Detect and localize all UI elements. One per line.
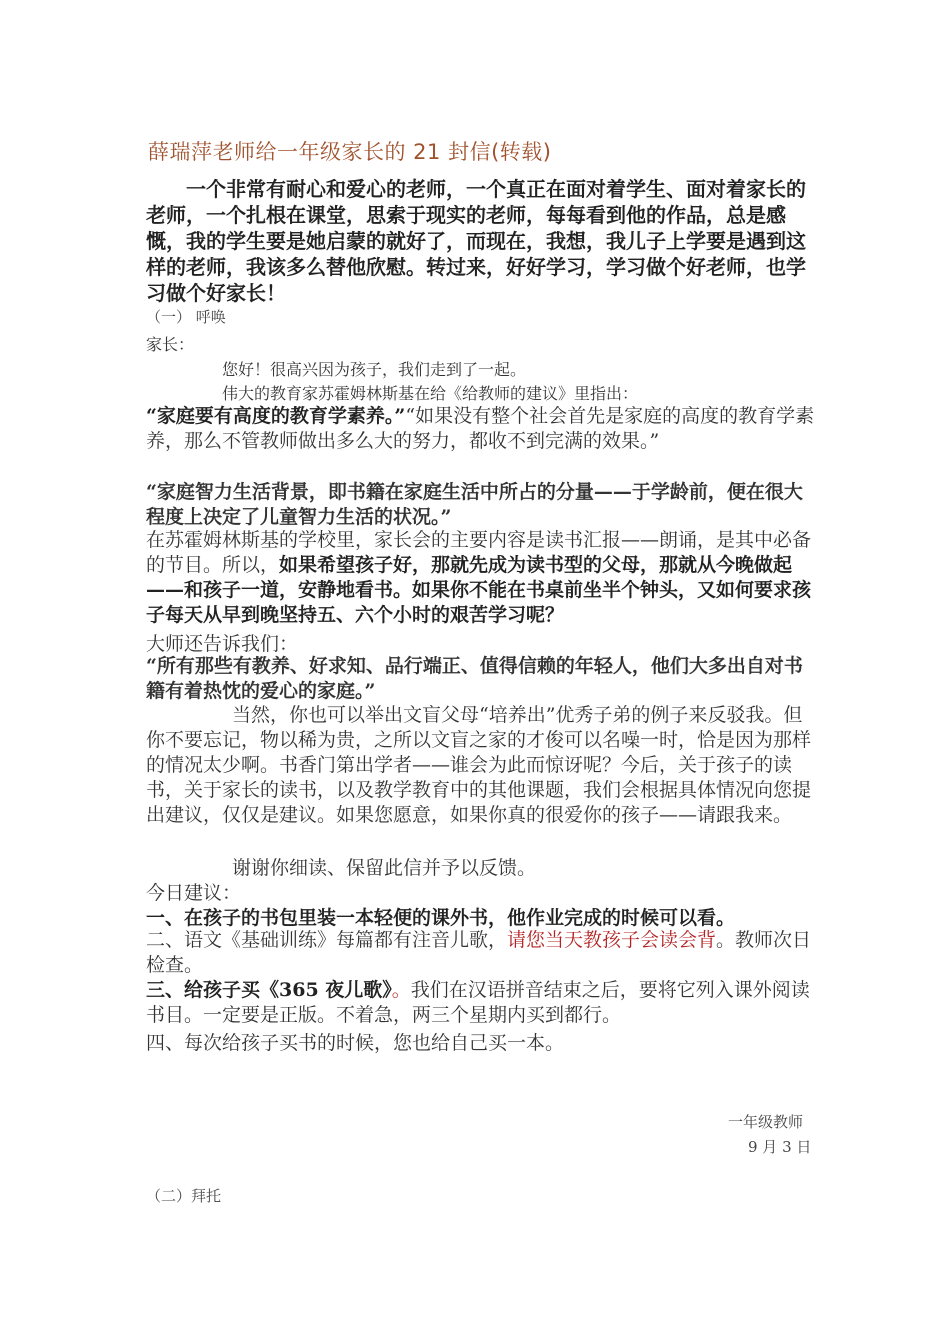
suggestion-3 xyxy=(146,978,816,1028)
suggestion-2-end: 。教师次日检查。 xyxy=(146,929,812,976)
suggestion-1: 一、在孩子的书包里装一本轻便的课外书，他作业完成的时候可以看。 xyxy=(146,907,736,929)
document-title: 薛瑞萍老师给一年级家长的 21 封信(转载) xyxy=(148,140,552,164)
section-heading-1: （一） 呼唤 xyxy=(146,308,226,326)
greeting: 家长： xyxy=(146,335,195,354)
reading-bold: 如果希望孩子好，那就先成为读书型的父母，那就从今晚做起——和孩子一道，安静地看书。如果你不能在书桌前坐半个钟头，又如何要求孩子每天从早到晚坚持五、六个小时的艰苦学习呢？ xyxy=(146,554,812,626)
suggestion-3-bold: 三、给孩子买《365 夜儿歌》 xyxy=(146,979,392,1001)
reading-paragraph xyxy=(146,528,816,628)
suggestion-2 xyxy=(146,928,816,978)
suggestion-2-text: 二、语文《基础训练》每篇都有注音儿歌， xyxy=(146,929,508,951)
intro-text: 一个非常有耐心和爱心的老师，一个真正在面对着学生、面对着家长的老师，一个扎根在课堂，思索于现实的老师，每每看到他的作品，总是感慨，我的学生要是她启蒙的就好了，而现在，我想，我儿子上学要是遇到这样的老师，我该多么替他欣慰。转过来，好好学习，学习做个好老师，也学习做个好家长！ xyxy=(146,177,806,305)
signature: 一年级教师 xyxy=(728,1113,804,1131)
quote-1 xyxy=(146,404,816,454)
today-suggestions: 今日建议： xyxy=(146,882,242,904)
master-says: 大师还告诉我们： xyxy=(146,633,299,655)
suggestion-2-highlight: 请您当天教孩子会读会背 xyxy=(507,929,717,951)
section-heading-2: （二）拜托 xyxy=(146,1187,222,1205)
quote-2: “家庭智力生活背景，即书籍在家庭生活中所占的分量——于学龄前，便在很大程度上决定了儿童智力生活的状况。” xyxy=(146,481,803,528)
date: 9 月 3 日 xyxy=(748,1138,812,1156)
quote-1-rest: “如果没有整个社会首先是家庭的高度的教育学素养，那么不管教师做出多么大的努力，都收不到完满的效果。” xyxy=(146,405,815,452)
suhomlinsky-paragraph: 伟大的教育家苏霍姆林斯基在给《给教师的建议》里指出： xyxy=(222,384,639,403)
quote-1-bold: “家庭要有高度的教育学素养。” xyxy=(146,405,406,427)
rebuttal-paragraph: 当然，你也可以举出文盲父母“培养出”优秀子弟的例子来反驳我。但你不要忘记，物以稀为贵，之所以文盲之家的才俊可以名噪一时，恰是因为那样的情况太少啊。书香门第出学者——谁会为此而惊讶呢？今后，关于孩子的读书，关于家长的读书，以及教学教育中的其他课题，我们会根据具体情况向您提出建议，仅仅是建议。如果您愿意，如果你真的很爱你的孩子——请跟我来。 xyxy=(146,704,812,826)
suggestion-4: 四、每次给孩子买书的时候，您也给自己买一本。 xyxy=(146,1032,565,1054)
suggestion-3-dot: 。 xyxy=(391,979,411,1001)
hello-paragraph: 您好！很高兴因为孩子，我们走到了一起。 xyxy=(222,360,527,379)
suggestion-3-rest: 我们在汉语拼音结束之后，要将它列入课外阅读书目。一定要是正版。不着急，两三个星期内买到都行。 xyxy=(146,979,810,1026)
intro-paragraph xyxy=(146,176,816,306)
quote-3: “所有那些有教养、好求知、品行端正、值得信赖的年轻人，他们大多出自对书籍有着热忱的爱心的家庭。” xyxy=(146,655,803,702)
thanks-line: 谢谢你细读、保留此信并予以反馈。 xyxy=(232,857,537,879)
reading-plain: 在苏霍姆林斯基的学校里，家长会的主要内容是读书汇报——朗诵，是其中必备的节目。所以， xyxy=(146,529,812,576)
